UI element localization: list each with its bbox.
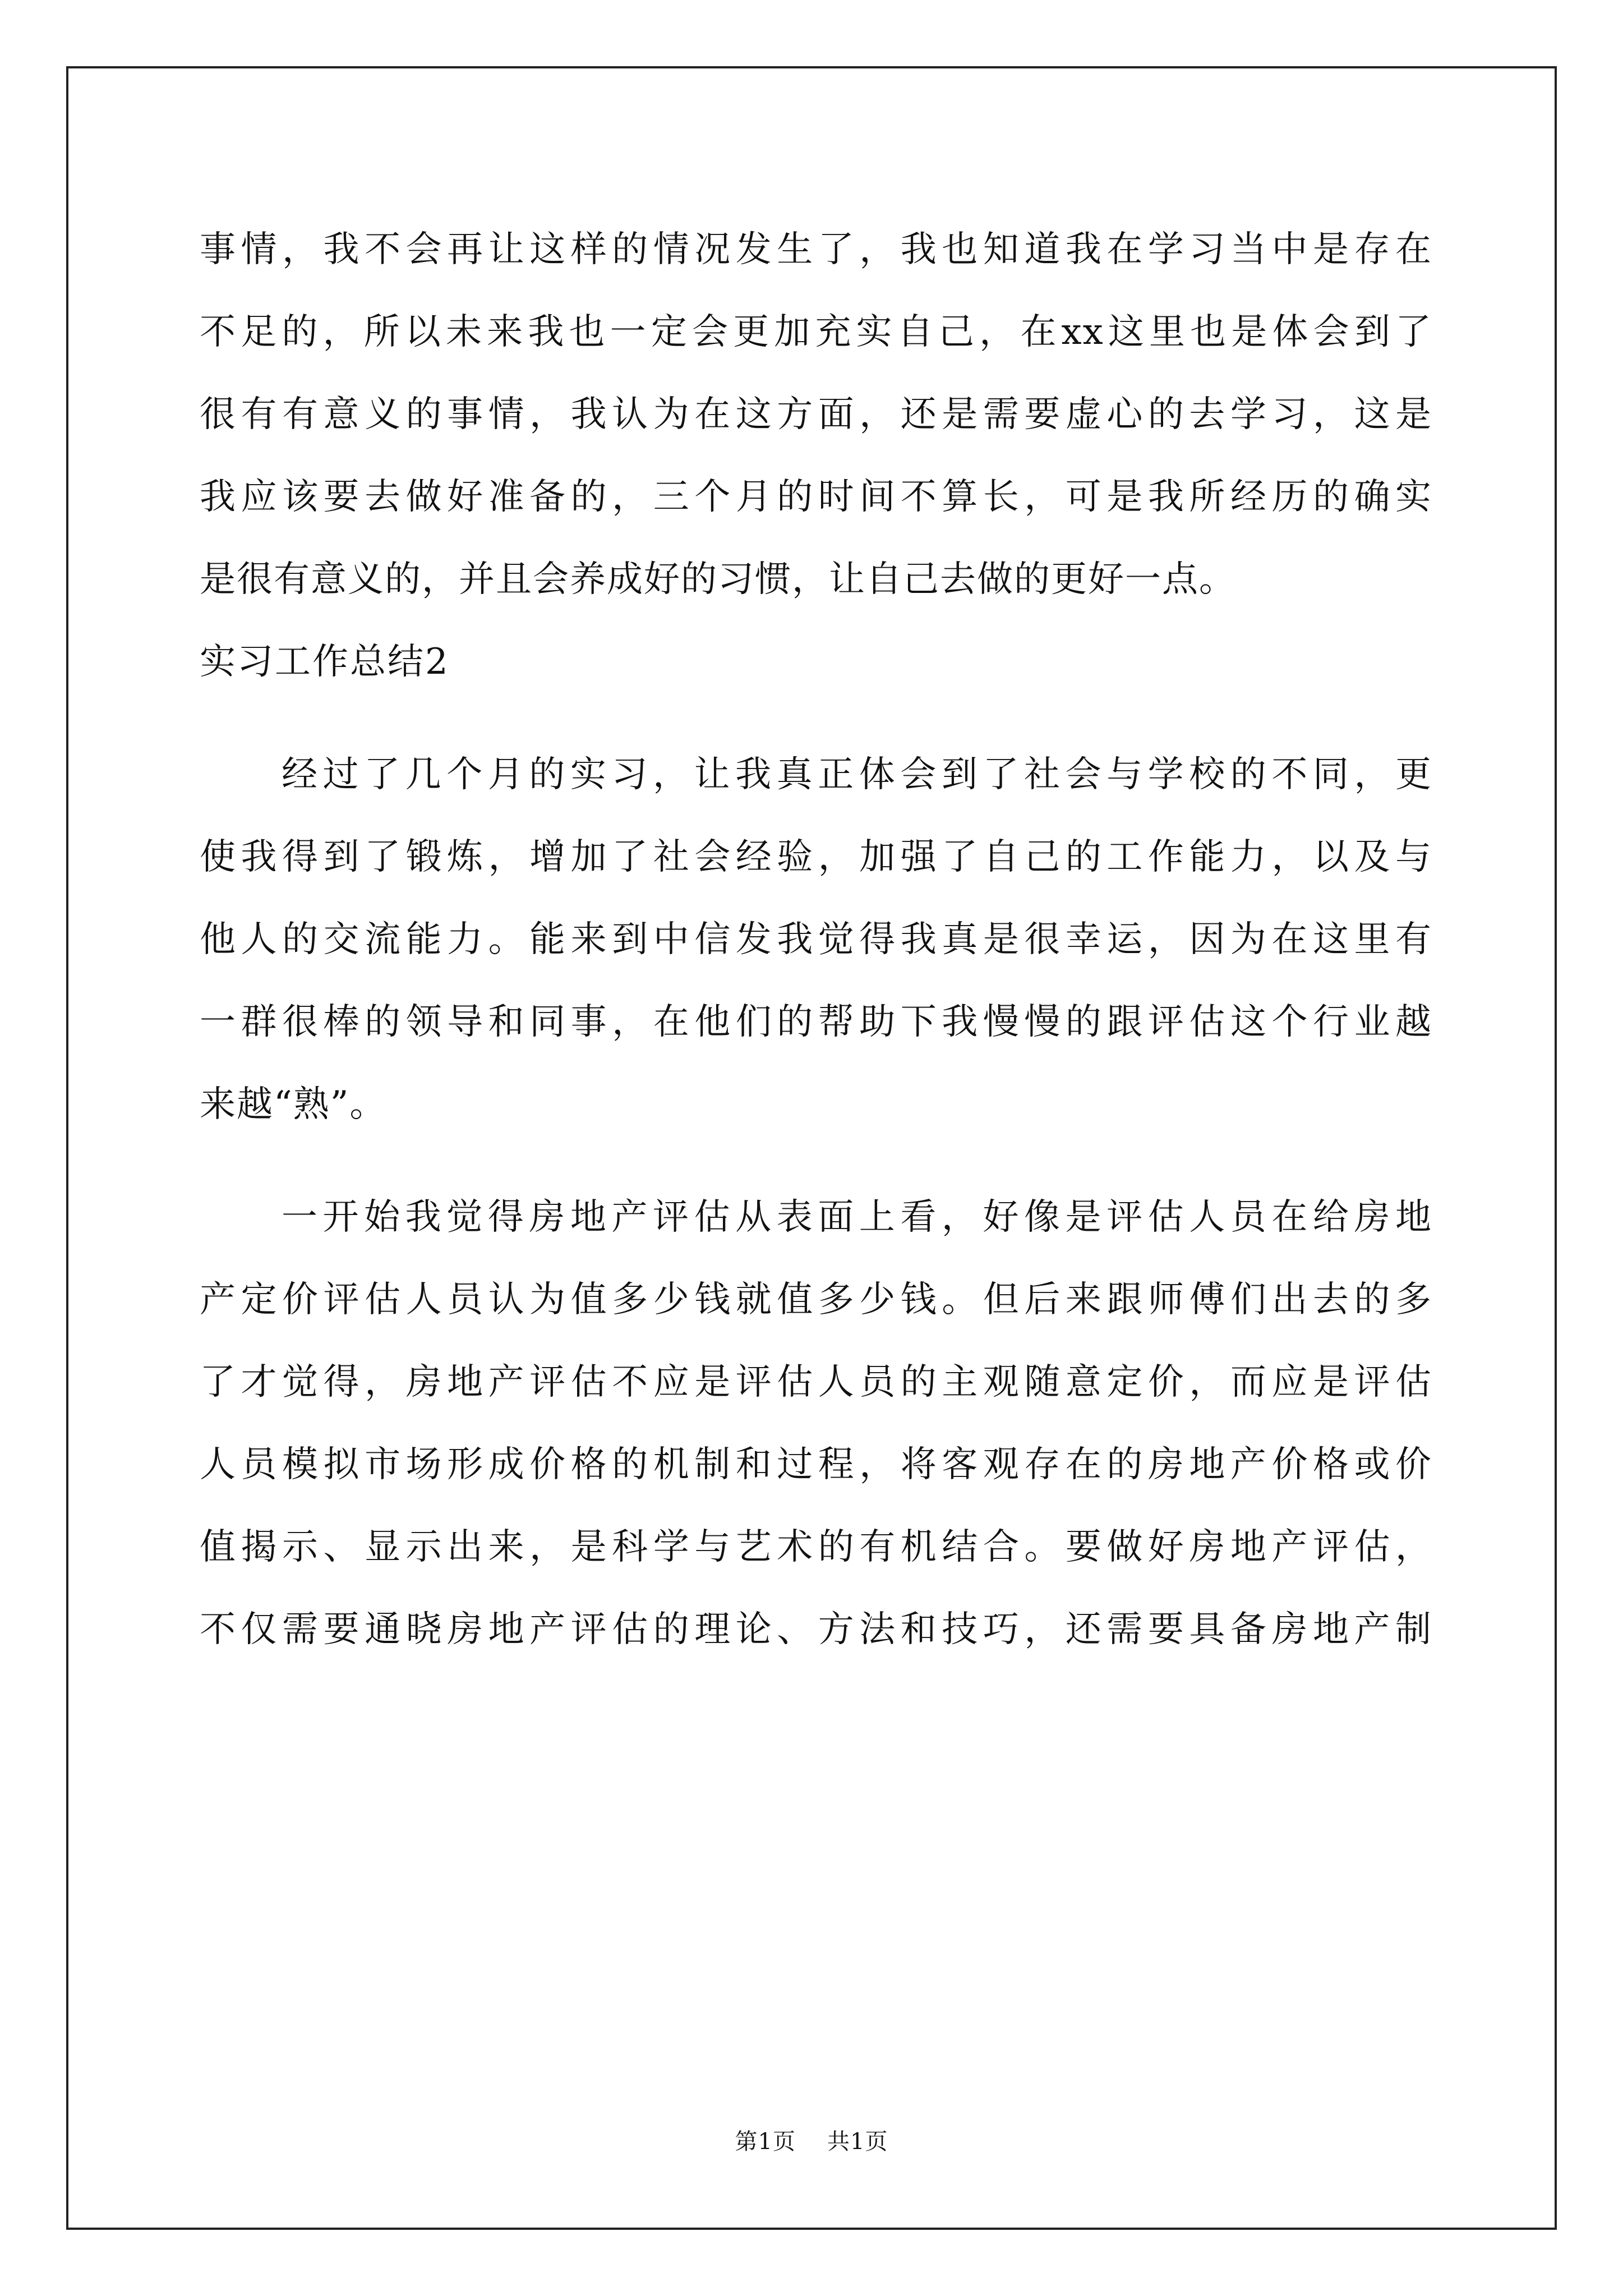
text-line: 值揭示、显示出来，是科学与艺术的有机结合。要做好房地产评估，	[200, 1526, 1432, 1568]
text-line: 使我得到了锻炼，增加了社会经验，加强了自己的工作能力，以及与	[200, 836, 1432, 878]
text-line: 经过了几个月的实习，让我真正体会到了社会与学校的不同，更	[282, 754, 1432, 795]
text-line: 一群很棒的领导和同事，在他们的帮助下我慢慢的跟评估这个行业越	[200, 1001, 1432, 1043]
text-line: 事情，我不会再让这样的情况发生了，我也知道我在学习当中是存在	[200, 229, 1432, 270]
text-line: 不足的，所以未来我也一定会更加充实自己，在xx这里也是体会到了	[200, 311, 1432, 353]
text-line: 是很有意义的，并且会养成好的习惯，让自己去做的更好一点。	[200, 559, 1236, 600]
page-number: 第1页	[735, 2129, 796, 2155]
text-line: 很有有意义的事情，我认为在这方面，还是需要虚心的去学习，这是	[200, 394, 1432, 435]
section-heading: 实习工作总结2	[200, 641, 450, 683]
paragraph-continued	[200, 209, 1432, 621]
text-line: 来越“熟”。	[200, 1084, 387, 1125]
text-line: 他人的交流能力。能来到中信发我觉得我真是很幸运，因为在这里有	[200, 919, 1432, 960]
paragraph	[200, 1176, 1432, 1671]
page-total: 共1页	[827, 2129, 888, 2155]
text-line: 了才觉得，房地产评估不应是评估人员的主观随意定价，而应是评估	[200, 1361, 1432, 1403]
text-line: 不仅需要通晓房地产评估的理论、方法和技巧，还需要具备房地产制	[200, 1609, 1432, 1650]
text-line: 我应该要去做好准备的，三个月的时间不算长，可是我所经历的确实	[200, 476, 1432, 518]
text-line: 一开始我觉得房地产评估从表面上看，好像是评估人员在给房地	[282, 1197, 1432, 1238]
page-footer	[0, 2125, 1623, 2159]
document-body	[200, 209, 1432, 1671]
text-line: 人员模拟市场形成价格的机制和过程，将客观存在的房地产价格或价	[200, 1444, 1432, 1485]
paragraph	[200, 734, 1432, 1146]
text-line: 产定价评估人员认为值多少钱就值多少钱。但后来跟师傅们出去的多	[200, 1279, 1432, 1320]
